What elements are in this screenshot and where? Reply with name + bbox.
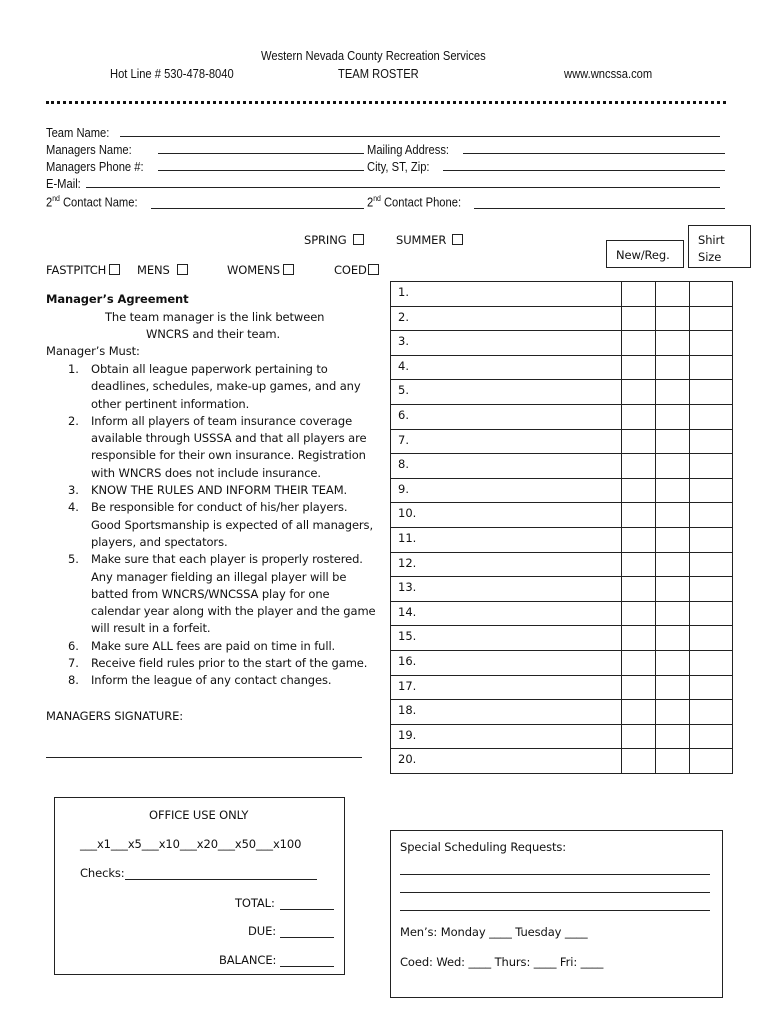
- roster-player-cell[interactable]: 16.: [391, 650, 622, 675]
- roster-new-reg-cell[interactable]: [622, 355, 656, 380]
- agreement-intro-2: WNCRS and their team.: [146, 327, 281, 341]
- fee-multipliers[interactable]: ___x1___x5___x10___x20___x50___x100: [80, 837, 302, 851]
- special-request-line-2[interactable]: [400, 892, 710, 893]
- roster-new-reg-cell[interactable]: [622, 380, 656, 405]
- due-label: DUE:: [248, 924, 277, 938]
- roster-shirt-size-cell[interactable]: [690, 503, 733, 528]
- signature-label: MANAGERS SIGNATURE:: [46, 709, 184, 723]
- must-item-number: 2.: [68, 413, 79, 428]
- must-item-line: Inform the league of any contact changes.: [91, 673, 332, 688]
- managers-phone-label: Managers Phone #:: [46, 159, 144, 174]
- roster-shirt-size-cell[interactable]: [690, 675, 733, 700]
- must-item-line: Be responsible for conduct of his/her players.: [91, 500, 348, 515]
- signature-line[interactable]: [46, 757, 362, 758]
- roster-new-reg-cell[interactable]: [622, 749, 656, 774]
- must-item-number: 6.: [68, 638, 79, 653]
- agreement-intro-1: The team manager is the link between: [105, 310, 325, 324]
- roster-new-reg-cell[interactable]: [622, 700, 656, 725]
- roster-new-reg-cell[interactable]: [622, 626, 656, 651]
- office-title: OFFICE USE ONLY: [149, 808, 249, 822]
- roster-shirt-size-cell[interactable]: [690, 527, 733, 552]
- org-name: Western Nevada County Recreation Services: [261, 48, 486, 63]
- roster-row: [391, 552, 733, 577]
- must-item: [46, 638, 386, 655]
- roster-new-reg-cell[interactable]: [622, 527, 656, 552]
- roster-shirt-size-cell[interactable]: [690, 355, 733, 380]
- roster-new-reg-cell[interactable]: [656, 355, 690, 380]
- must-item-line: Make sure ALL fees are paid on time in full.: [91, 638, 336, 653]
- roster-row: [391, 527, 733, 552]
- mailing-address-label: Mailing Address:: [367, 142, 450, 157]
- roster-row: [391, 404, 733, 429]
- roster-row: [391, 380, 733, 405]
- roster-new-reg-cell[interactable]: [622, 429, 656, 454]
- must-item-line: deadlines, schedules, make-up games, and any: [91, 379, 361, 394]
- roster-new-reg-cell[interactable]: [622, 478, 656, 503]
- roster-player-cell[interactable]: 8.: [391, 454, 622, 479]
- roster-shirt-size-cell[interactable]: [690, 700, 733, 725]
- roster-new-reg-cell[interactable]: [622, 552, 656, 577]
- balance-field[interactable]: [280, 966, 334, 967]
- roster-row: [391, 724, 733, 749]
- agreement-title: Manager’s Agreement: [46, 292, 189, 306]
- roster-new-reg-cell[interactable]: [622, 724, 656, 749]
- roster-player-cell[interactable]: 12.: [391, 552, 622, 577]
- total-label: TOTAL:: [235, 896, 275, 910]
- second-contact-phone-field[interactable]: [474, 208, 725, 209]
- roster-row: [391, 306, 733, 331]
- roster-player-cell[interactable]: 7.: [391, 429, 622, 454]
- roster-player-cell[interactable]: 20.: [391, 749, 622, 774]
- hotline: Hot Line # 530-478-8040: [110, 66, 234, 81]
- roster-player-cell[interactable]: 17.: [391, 675, 622, 700]
- musts-heading: Manager’s Must:: [46, 344, 140, 358]
- summer-checkbox[interactable]: [452, 234, 463, 245]
- womens-option[interactable]: WOMENS: [227, 263, 294, 277]
- must-item-line: available through USSSA and that all players are: [91, 431, 367, 446]
- roster-table: [390, 281, 733, 774]
- roster-row: [391, 749, 733, 774]
- must-item: [46, 499, 386, 551]
- must-item-number: 7.: [68, 656, 79, 671]
- roster-player-cell[interactable]: 19.: [391, 724, 622, 749]
- roster-player-cell[interactable]: 18.: [391, 700, 622, 725]
- roster-new-reg-cell[interactable]: [656, 724, 690, 749]
- must-item-line: KNOW THE RULES AND INFORM THEIR TEAM.: [91, 483, 348, 498]
- managers-name-label: Managers Name:: [46, 142, 132, 157]
- roster-shirt-size-cell[interactable]: [690, 577, 733, 602]
- shirt-size-header: Shirt Size: [688, 225, 751, 268]
- roster-new-reg-cell[interactable]: [622, 454, 656, 479]
- roster-player-cell[interactable]: 4.: [391, 355, 622, 380]
- roster-shirt-size-cell[interactable]: [690, 749, 733, 774]
- roster-shirt-size-cell[interactable]: [690, 380, 733, 405]
- checks-field[interactable]: [125, 879, 317, 880]
- must-item-line: players, and spectators.: [91, 534, 228, 549]
- mens-option[interactable]: MENS: [137, 263, 188, 277]
- roster-row: [391, 675, 733, 700]
- city-st-zip-field[interactable]: [443, 170, 725, 171]
- roster-row: [391, 454, 733, 479]
- roster-new-reg-cell[interactable]: [656, 675, 690, 700]
- managers-phone-field[interactable]: [158, 170, 364, 171]
- fastpitch-checkbox[interactable]: [109, 264, 120, 275]
- roster-player-cell[interactable]: 6.: [391, 404, 622, 429]
- must-item: [46, 551, 386, 637]
- must-item-line: batted from WNCRS/WNCSSA play for one: [91, 586, 330, 601]
- roster-player-cell[interactable]: 9.: [391, 478, 622, 503]
- roster-shirt-size-cell[interactable]: [690, 724, 733, 749]
- coed-option[interactable]: COED: [334, 263, 379, 277]
- checks-label: Checks:: [80, 866, 125, 880]
- city-st-zip-label: City, ST, Zip:: [367, 159, 430, 174]
- roster-row: [391, 282, 733, 307]
- team-name-label: Team Name:: [46, 125, 110, 140]
- must-item-line: Make sure that each player is properly rostered.: [91, 552, 363, 567]
- roster-shirt-size-cell[interactable]: [690, 552, 733, 577]
- team-name-field[interactable]: [120, 136, 720, 137]
- must-item-line: Any manager fielding an illegal player will be: [91, 569, 347, 584]
- roster-new-reg-cell[interactable]: [656, 700, 690, 725]
- second-contact-phone-label: 2nd Contact Phone:: [367, 194, 462, 210]
- must-item: [46, 655, 386, 672]
- roster-new-reg-cell[interactable]: [656, 503, 690, 528]
- roster-player-cell[interactable]: 3.: [391, 331, 622, 356]
- womens-checkbox[interactable]: [283, 264, 294, 275]
- coed-checkbox[interactable]: [368, 264, 379, 275]
- must-item-line: will result in a forfeit.: [91, 621, 211, 636]
- total-field[interactable]: [280, 909, 334, 910]
- roster-row: [391, 601, 733, 626]
- website: www.wncssa.com: [564, 66, 653, 81]
- roster-row: [391, 331, 733, 356]
- must-item-number: 3.: [68, 483, 79, 498]
- summer-option[interactable]: SUMMER: [396, 233, 463, 247]
- must-item: [46, 413, 386, 482]
- page-title: TEAM ROSTER: [338, 66, 419, 81]
- must-item-number: 1.: [68, 362, 79, 376]
- musts-list: [46, 361, 386, 690]
- mens-checkbox[interactable]: [177, 264, 188, 275]
- must-item-line: responsible for their own insurance. Registration: [91, 448, 366, 463]
- office-use-box: [54, 797, 345, 975]
- roster-row: [391, 700, 733, 725]
- roster-row: [391, 355, 733, 380]
- balance-label: BALANCE:: [219, 953, 277, 967]
- must-item: [46, 482, 386, 499]
- roster-row: [391, 650, 733, 675]
- roster-new-reg-cell[interactable]: [656, 577, 690, 602]
- roster-new-reg-cell[interactable]: [656, 306, 690, 331]
- second-contact-name-label: 2nd Contact Name:: [46, 194, 138, 210]
- roster-new-reg-cell[interactable]: [622, 650, 656, 675]
- roster-new-reg-cell[interactable]: [656, 601, 690, 626]
- must-item-line: Good Sportsmanship is expected of all managers,: [91, 517, 373, 532]
- roster-new-reg-cell[interactable]: [656, 454, 690, 479]
- roster-player-cell[interactable]: 5.: [391, 380, 622, 405]
- must-item: [46, 361, 386, 413]
- roster-player-cell[interactable]: 13.: [391, 577, 622, 602]
- must-item-line: with WNCRS does not include insurance.: [91, 465, 321, 480]
- email-label: E-Mail:: [46, 176, 81, 191]
- must-item-line: Inform all players of team insurance coverage: [91, 413, 353, 428]
- roster-new-reg-cell[interactable]: [622, 282, 656, 307]
- must-item-line: Obtain all league paperwork pertaining to: [91, 362, 328, 376]
- roster-shirt-size-cell[interactable]: [690, 429, 733, 454]
- due-field[interactable]: [280, 937, 334, 938]
- roster-shirt-size-cell[interactable]: [690, 331, 733, 356]
- roster-shirt-size-cell[interactable]: [690, 601, 733, 626]
- managers-name-field[interactable]: [158, 153, 364, 154]
- roster-new-reg-cell[interactable]: [656, 552, 690, 577]
- roster-new-reg-cell[interactable]: [656, 478, 690, 503]
- roster-row: [391, 429, 733, 454]
- new-reg-header: New/Reg.: [606, 240, 684, 268]
- roster-player-cell[interactable]: 11.: [391, 527, 622, 552]
- roster-shirt-size-cell[interactable]: [690, 478, 733, 503]
- roster-player-cell[interactable]: 15.: [391, 626, 622, 651]
- roster-shirt-size-cell[interactable]: [690, 306, 733, 331]
- roster-new-reg-cell[interactable]: [656, 331, 690, 356]
- special-scheduling-box: [390, 830, 723, 998]
- roster-row: [391, 503, 733, 528]
- roster-row: [391, 626, 733, 651]
- roster-new-reg-cell[interactable]: [656, 527, 690, 552]
- must-item-number: 8.: [68, 673, 79, 688]
- mens-days[interactable]: Men’s: Monday ____ Tuesday ____: [400, 925, 588, 939]
- special-request-line-1[interactable]: [400, 874, 710, 875]
- must-item-line: calendar year along with the player and the game: [91, 604, 376, 619]
- roster-new-reg-cell[interactable]: [622, 503, 656, 528]
- roster-row: [391, 577, 733, 602]
- roster-shirt-size-cell[interactable]: [690, 404, 733, 429]
- roster-shirt-size-cell[interactable]: [690, 650, 733, 675]
- coed-days[interactable]: Coed: Wed: ____ Thurs: ____ Fri: ____: [400, 955, 604, 969]
- roster-new-reg-cell[interactable]: [656, 650, 690, 675]
- roster-new-reg-cell[interactable]: [622, 601, 656, 626]
- dotted-divider: [46, 101, 726, 104]
- fastpitch-option[interactable]: FASTPITCH: [46, 263, 120, 277]
- second-contact-name-field[interactable]: [151, 208, 364, 209]
- roster-new-reg-cell[interactable]: [622, 675, 656, 700]
- roster-shirt-size-cell[interactable]: [690, 454, 733, 479]
- special-request-line-3[interactable]: [400, 910, 710, 911]
- must-item-number: 4.: [68, 500, 79, 515]
- email-field[interactable]: [86, 187, 720, 188]
- must-item-number: 5.: [68, 552, 79, 567]
- roster-row: [391, 478, 733, 503]
- must-item-line: Receive field rules prior to the start of the game.: [91, 656, 368, 671]
- roster-new-reg-cell[interactable]: [656, 626, 690, 651]
- roster-new-reg-cell[interactable]: [622, 577, 656, 602]
- roster-new-reg-cell[interactable]: [656, 282, 690, 307]
- roster-new-reg-cell[interactable]: [656, 380, 690, 405]
- spring-checkbox[interactable]: [353, 234, 364, 245]
- roster-player-cell[interactable]: 2.: [391, 306, 622, 331]
- mailing-address-field[interactable]: [463, 153, 725, 154]
- roster-player-cell[interactable]: 10.: [391, 503, 622, 528]
- roster-new-reg-cell[interactable]: [656, 429, 690, 454]
- roster-new-reg-cell[interactable]: [622, 331, 656, 356]
- roster-player-cell[interactable]: 1.: [391, 282, 622, 307]
- roster-shirt-size-cell[interactable]: [690, 282, 733, 307]
- must-item-line: other pertinent information.: [91, 396, 250, 411]
- roster-new-reg-cell[interactable]: [656, 404, 690, 429]
- must-item: [46, 672, 386, 689]
- roster-player-cell[interactable]: 14.: [391, 601, 622, 626]
- roster-new-reg-cell[interactable]: [622, 306, 656, 331]
- roster-new-reg-cell[interactable]: [656, 749, 690, 774]
- roster-shirt-size-cell[interactable]: [690, 626, 733, 651]
- spring-option[interactable]: SPRING: [304, 233, 364, 247]
- special-title: Special Scheduling Requests:: [400, 840, 567, 854]
- roster-new-reg-cell[interactable]: [622, 404, 656, 429]
